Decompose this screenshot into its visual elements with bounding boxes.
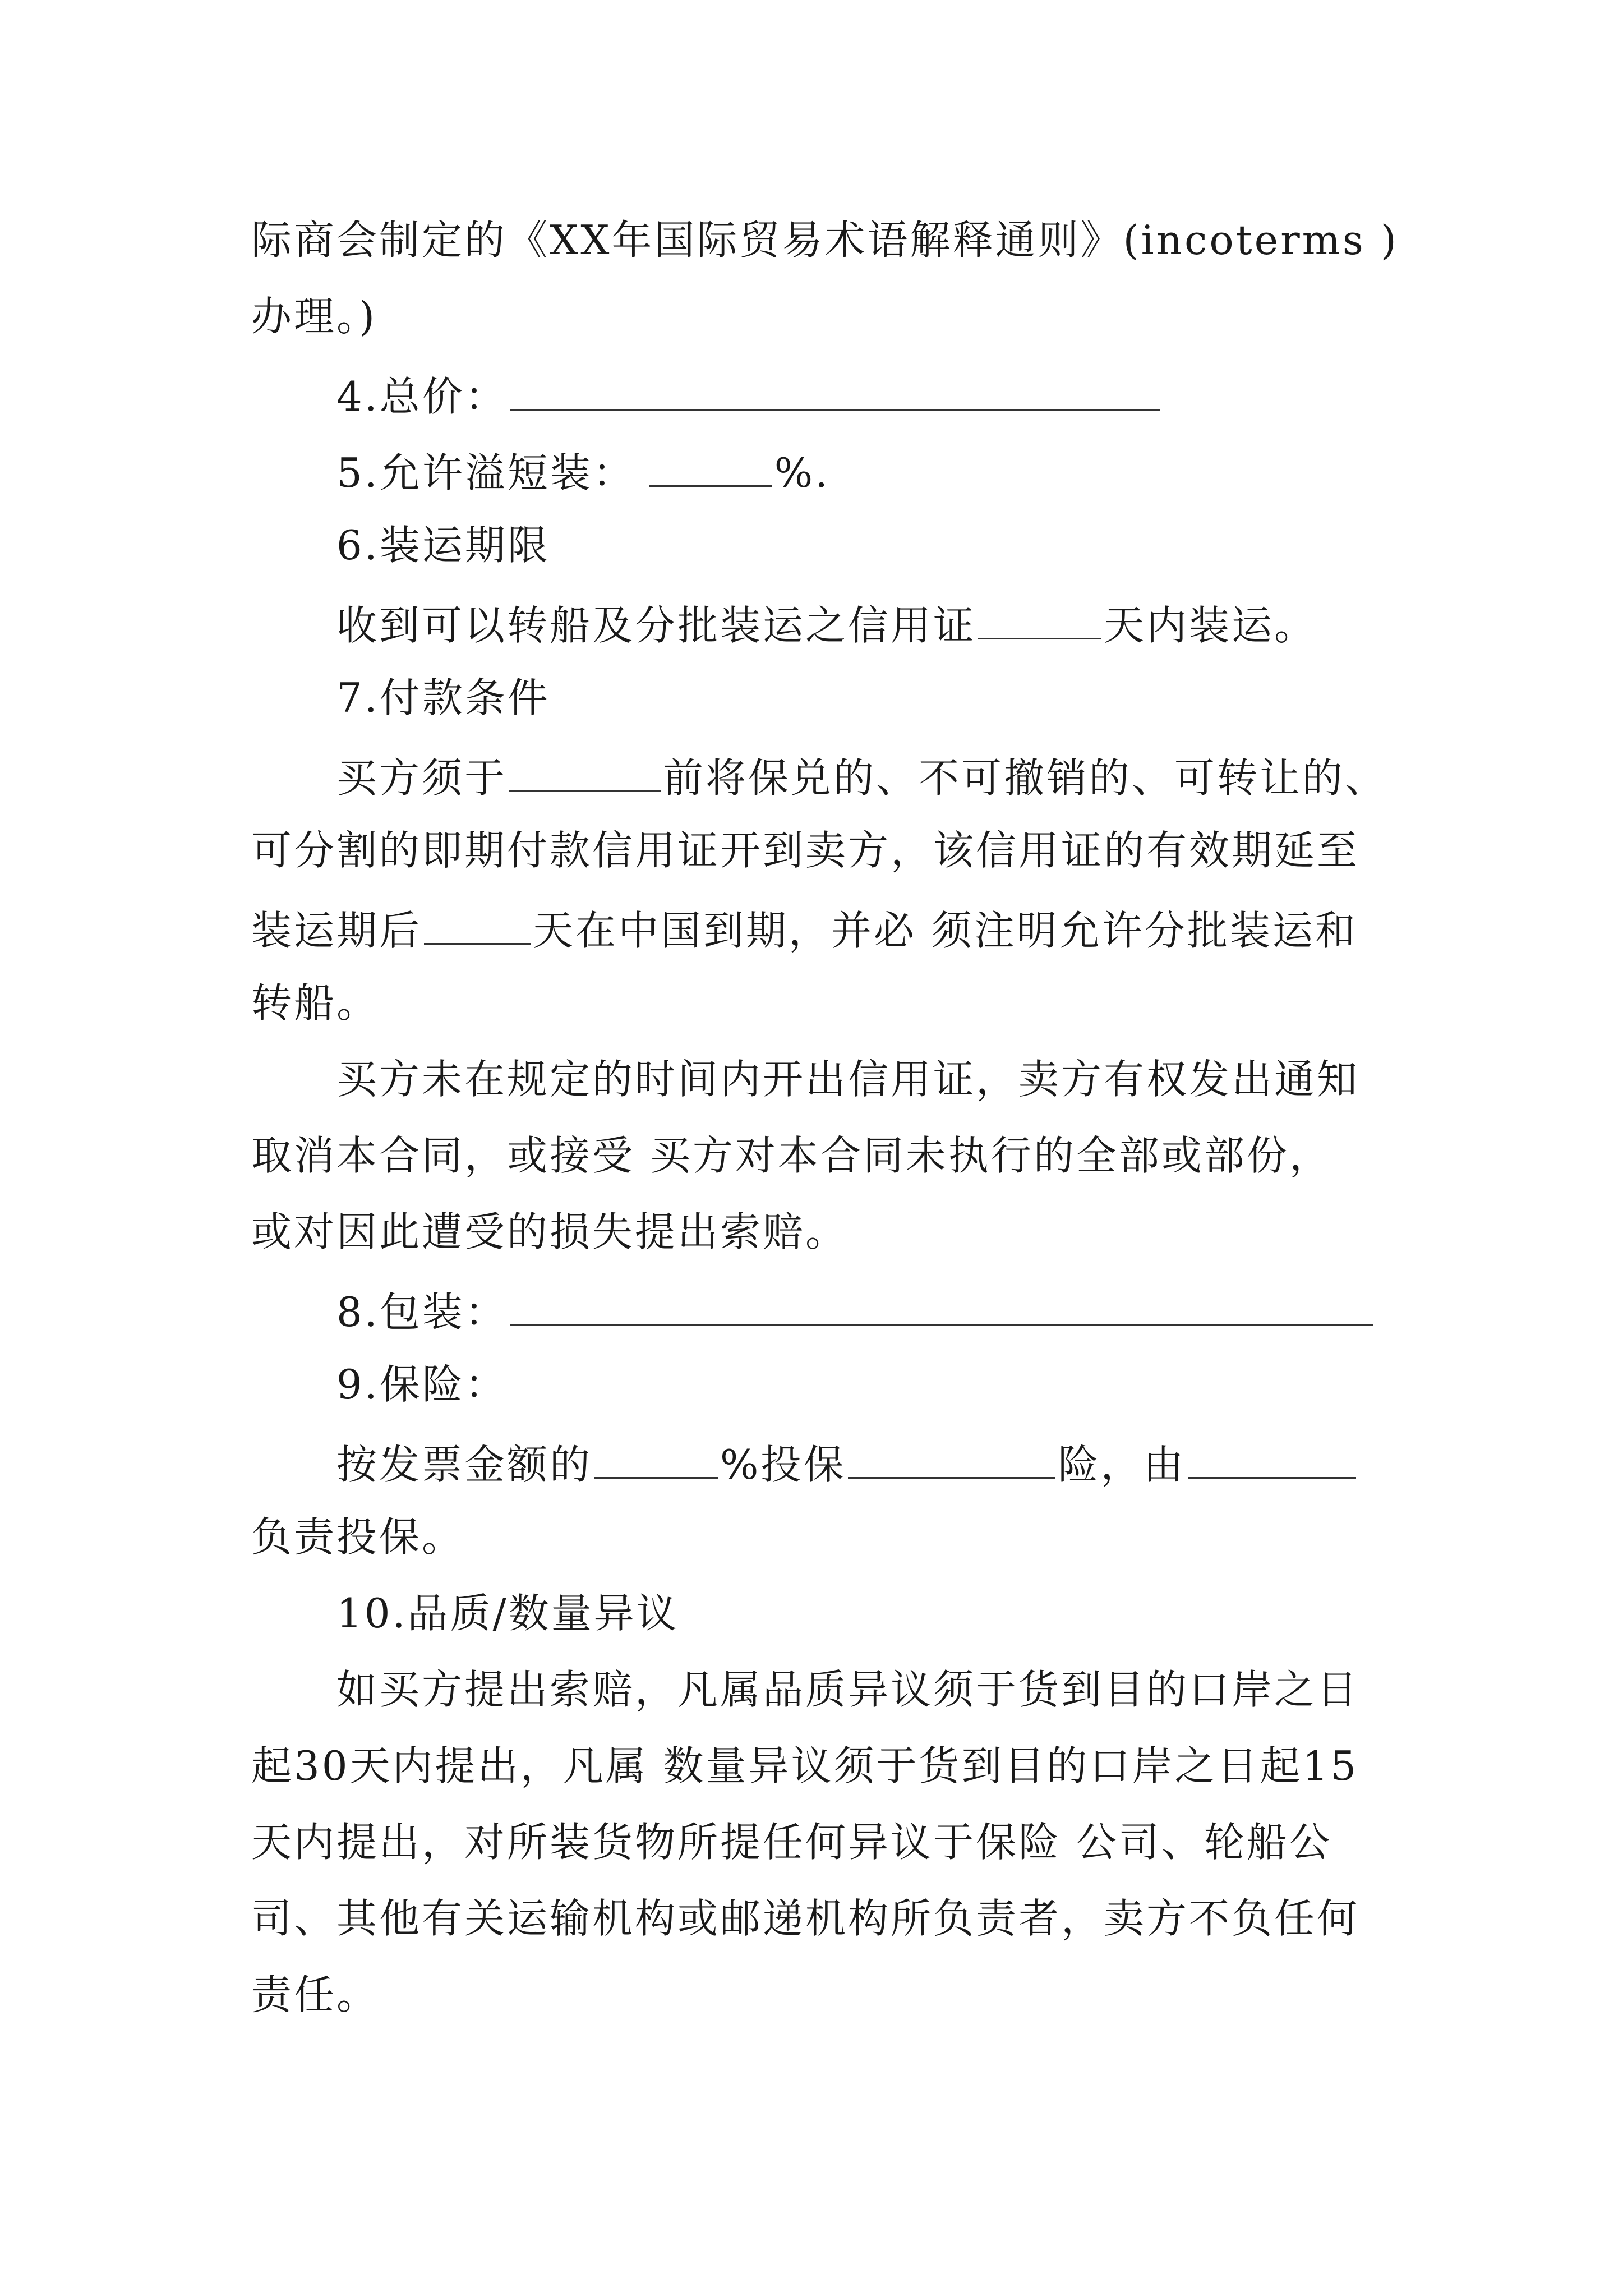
fill-blank (848, 1441, 1055, 1479)
text-line (251, 1971, 380, 2018)
text-line (336, 1666, 1360, 1713)
clause-label: 5.允许溢短装： (336, 449, 635, 496)
text-line (251, 1513, 465, 1561)
clause-tolerance (336, 449, 831, 496)
line-text: 天在中国到期，并必 须注明允许分批装运和 (533, 907, 1358, 954)
clause-heading (336, 522, 550, 569)
clause-label: 8.包装： (336, 1288, 508, 1336)
line-text: %投保 (720, 1441, 846, 1488)
line-text: 办理。) (251, 293, 377, 340)
clause-packing (336, 1288, 1376, 1336)
fill-blank (510, 1288, 1373, 1326)
clause-heading (336, 1361, 508, 1408)
line-text: 或对因此遭受的损失提出索赔。 (251, 1208, 849, 1255)
line-text: 买方未在规定的时间内开出信用证，卖方有权发出通知 (336, 1056, 1360, 1103)
line-text: 负责投保。 (251, 1513, 465, 1561)
line-text: 司、其他有关运输机构或邮递机构所负责者，卖方不负任何 (251, 1895, 1360, 1942)
line-text: 前将保兑的、不可撤销的、可转让的、 (663, 754, 1388, 802)
text-line (251, 1895, 1360, 1942)
clause-label: 10.品质/数量异议 (336, 1590, 679, 1637)
clause-heading (336, 1590, 679, 1637)
line-text: 天内装运。 (1104, 601, 1317, 649)
fill-blank (509, 754, 661, 792)
line-text: 转船。 (251, 979, 380, 1027)
clause-total-price (336, 372, 1163, 420)
clause-label: 7.付款条件 (336, 674, 550, 721)
line-text: 装运期后 (251, 907, 422, 954)
text-line (251, 1208, 849, 1255)
text-line (336, 1056, 1360, 1103)
text-line (251, 827, 1360, 874)
fill-blank (594, 1441, 718, 1479)
line-text: 起30天内提出，凡属 数量异议须于货到目的口岸之日起15 (251, 1742, 1359, 1789)
clause-heading (336, 674, 550, 721)
text-line (251, 907, 1358, 954)
text-line (251, 1819, 1332, 1866)
line-text: 按发票金额的 (336, 1441, 593, 1488)
text-line (336, 601, 1317, 649)
line-text: 如买方提出索赔，凡属品质异议须于货到目的口岸之日 (336, 1666, 1360, 1713)
clause-label: 9.保险： (336, 1361, 508, 1408)
fill-blank (1188, 1441, 1356, 1479)
fill-blank (510, 372, 1160, 411)
text-line (251, 1132, 1332, 1179)
line-text: 险，由 (1058, 1441, 1186, 1488)
clause-label: 4.总价： (336, 372, 508, 420)
text-line (251, 217, 1399, 264)
text-line (336, 754, 1388, 802)
text-line (251, 1742, 1359, 1789)
line-text: 天内提出，对所装货物所提任何异议于保险 公司、轮船公 (251, 1819, 1332, 1866)
text-line (336, 1441, 1358, 1488)
line-text: 取消本合同，或接受 买方对本合同未执行的全部或部份， (251, 1132, 1332, 1179)
fill-blank (649, 449, 772, 487)
fill-blank (978, 601, 1101, 639)
line-text: 买方须于 (336, 754, 508, 802)
line-text: 收到可以转船及分批装运之信用证 (336, 601, 976, 649)
line-text: %. (774, 449, 831, 496)
text-line (251, 979, 380, 1027)
text-line (251, 293, 377, 340)
line-text: 际商会制定的《XX年国际贸易术语解释通则》(incoterms ) (251, 217, 1399, 264)
fill-blank (424, 907, 531, 945)
clause-label: 6.装运期限 (336, 522, 550, 569)
line-text: 责任。 (251, 1971, 380, 2018)
line-text: 可分割的即期付款信用证开到卖方，该信用证的有效期延至 (251, 827, 1360, 874)
